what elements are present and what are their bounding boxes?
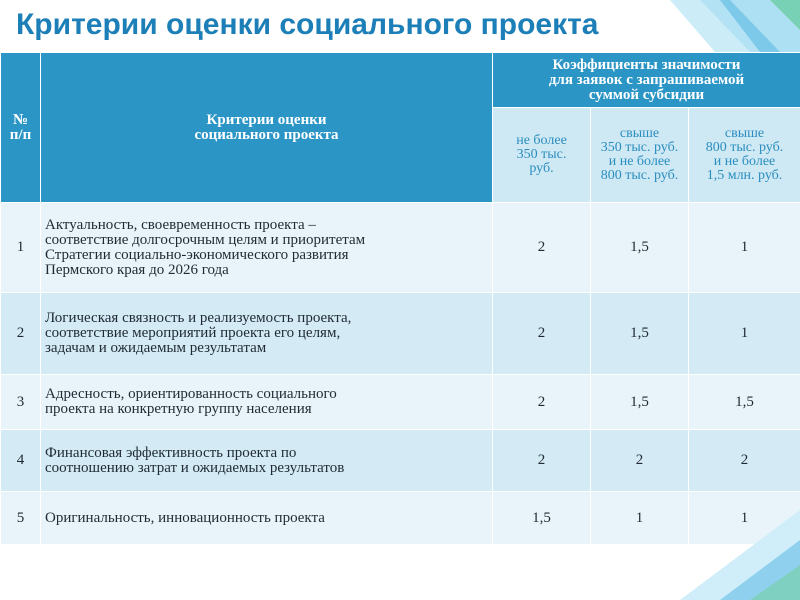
table-row bbox=[1, 375, 800, 430]
criterion-text: Логическая связность и реализуемость проекта, соответствие мероприятий проекта его целям, задачам и ожидаемым результатам bbox=[41, 293, 493, 375]
footer-decoration bbox=[640, 510, 800, 600]
row-number: 3 bbox=[1, 375, 41, 430]
header-col3: свыше 800 тыс. руб. и не более 1,5 млн. руб. bbox=[689, 108, 800, 203]
coef-col2: 2 bbox=[591, 430, 689, 492]
row-number: 5 bbox=[1, 492, 41, 545]
coef-col3: 1,5 bbox=[689, 375, 800, 430]
criterion-text: Актуальность, своевременность проекта – соответствие долгосрочным целям и приоритетам Стратегии социально-экономического развития Пермского края до 2026 года bbox=[41, 203, 493, 293]
page-title: Критерии оценки социального проекта bbox=[16, 8, 599, 41]
coef-col1: 2 bbox=[493, 293, 591, 375]
header-criteria: Критерии оценки социального проекта bbox=[41, 53, 493, 203]
header-num: № п/п bbox=[1, 53, 41, 203]
coef-col2: 1 bbox=[591, 492, 689, 545]
table-row bbox=[1, 430, 800, 492]
row-number: 2 bbox=[1, 293, 41, 375]
coef-col3: 1 bbox=[689, 203, 800, 293]
coef-col2: 1,5 bbox=[591, 203, 689, 293]
header-col1: не более 350 тыс. руб. bbox=[493, 108, 591, 203]
coef-col1: 2 bbox=[493, 203, 591, 293]
row-number: 1 bbox=[1, 203, 41, 293]
header-decoration bbox=[580, 0, 800, 52]
coef-col3: 1 bbox=[689, 492, 800, 545]
header-col2: свыше 350 тыс. руб. и не более 800 тыс. руб. bbox=[591, 108, 689, 203]
coef-col2: 1,5 bbox=[591, 375, 689, 430]
header-coef-group: Коэффициенты значимости для заявок с запрашиваемой суммой субсидии bbox=[493, 53, 800, 108]
table-row bbox=[1, 293, 800, 375]
coef-col3: 2 bbox=[689, 430, 800, 492]
criterion-text: Адресность, ориентированность социального проекта на конкретную группу населения bbox=[41, 375, 493, 430]
row-number: 4 bbox=[1, 430, 41, 492]
criterion-text: Оригинальность, инновационность проекта bbox=[41, 492, 493, 545]
header-row-1 bbox=[1, 53, 800, 108]
coef-col1: 2 bbox=[493, 430, 591, 492]
coef-col3: 1 bbox=[689, 293, 800, 375]
table-row bbox=[1, 203, 800, 293]
coef-col1: 2 bbox=[493, 375, 591, 430]
criterion-text: Финансовая эффективность проекта по соотношению затрат и ожидаемых результатов bbox=[41, 430, 493, 492]
criteria-table bbox=[0, 52, 800, 545]
coef-col2: 1,5 bbox=[591, 293, 689, 375]
coef-col1: 1,5 bbox=[493, 492, 591, 545]
